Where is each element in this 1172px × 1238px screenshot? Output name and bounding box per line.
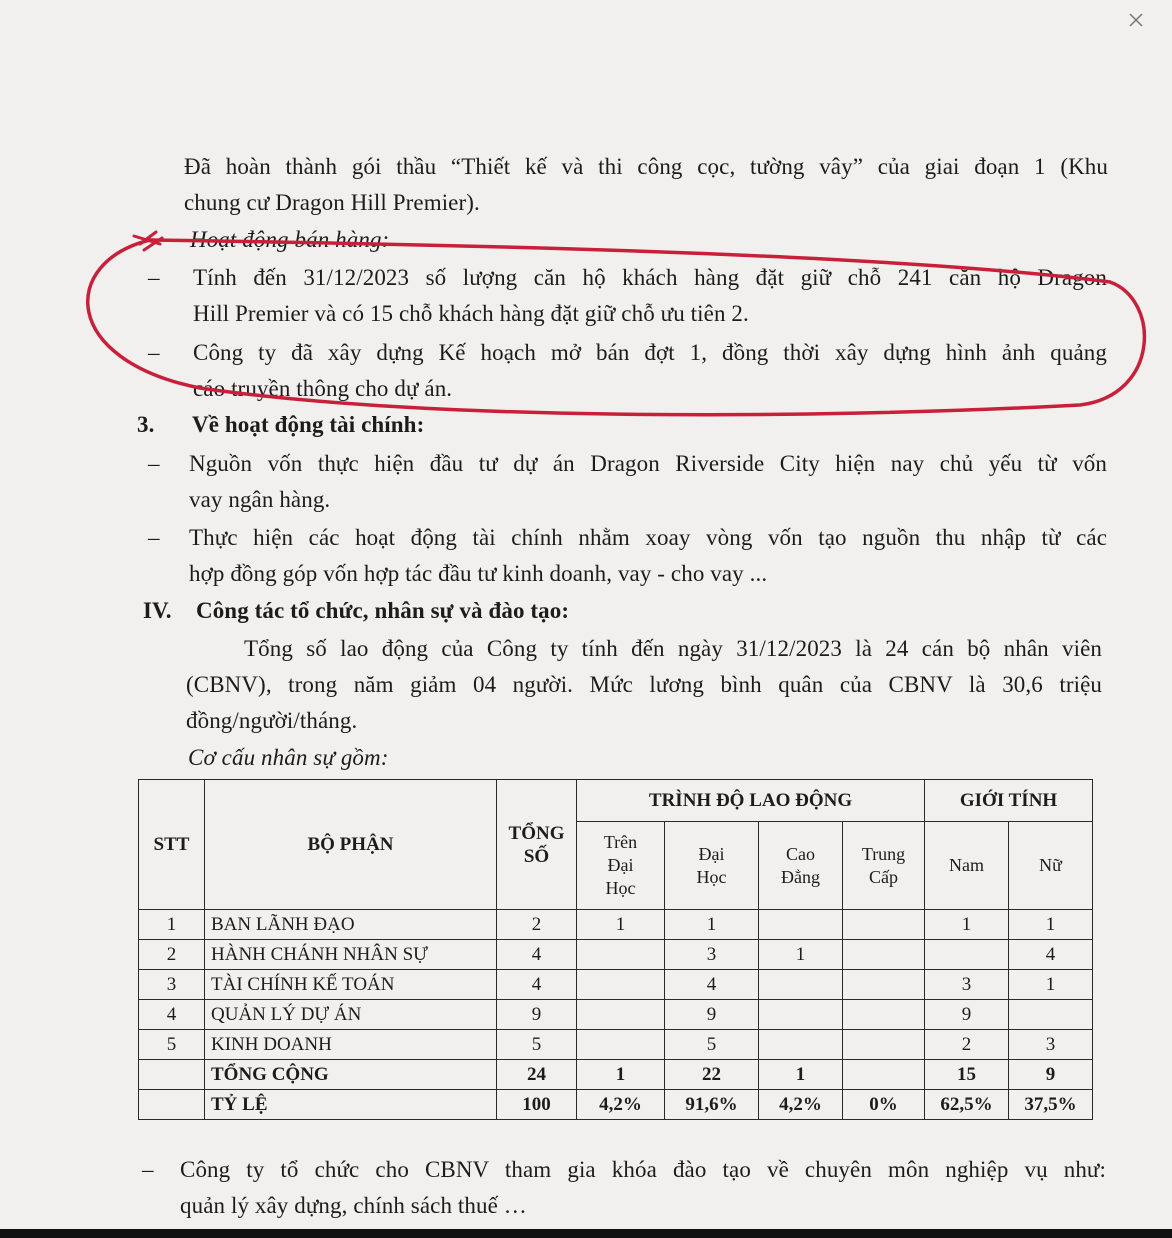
cell-total-label: TỔNG CỘNG [205,1060,497,1090]
cell-male: 1 [925,910,1009,940]
cell-university: 1 [665,910,759,940]
header-education-group: TRÌNH ĐỘ LAO ĐỘNG [577,780,925,822]
table-row [139,1030,1093,1060]
cell-above-university: 1 [577,1060,665,1090]
staff-structure-table [138,779,1093,1120]
cell-college [759,910,843,940]
cell-female: 4 [1009,940,1093,970]
header-university-line-1: Đại [698,843,725,864]
structure-label: Cơ cấu nhân sự gồm: [188,745,389,770]
table-row [139,940,1093,970]
table-row [139,1000,1093,1030]
cell-above-university: 1 [577,910,665,940]
cell-university: 9 [665,1000,759,1030]
list-bullet: – [142,1157,154,1182]
cell-total: 100 [497,1090,577,1120]
cell-stt: 3 [139,970,205,1000]
finance-number: 3. [137,412,155,437]
list-bullet: – [148,265,160,290]
header-vocational-line-1: Trung [861,843,906,864]
header-total-line-1: TỔNG [508,822,565,844]
sales-item-2-line-2: cáo truyền thông cho dự án. [193,376,453,401]
list-bullet: – [148,340,160,365]
training-line-2: quản lý xây dựng, chính sách thuế … [180,1193,527,1218]
header-university [665,822,759,910]
cell-above-university [577,1030,665,1060]
cell-female: 1 [1009,910,1093,940]
cell-university: 3 [665,940,759,970]
cell-department: HÀNH CHÁNH NHÂN SỰ [205,940,497,970]
intro-line-1: Đã hoàn thành gói thầu “Thiết kế và thi công cọc, tường vây” của giai đoạn 1 (Khu [184,154,1108,179]
table-ratio-row [139,1090,1093,1120]
sales-item-1-line-1: Tính đến 31/12/2023 số lượng căn hộ khách hàng đặt giữ chỗ 241 căn hộ Dragon [193,265,1107,290]
cell-male: 2 [925,1030,1009,1060]
finance-item-2-line-2: hợp đồng góp vốn hợp tác đầu tư kinh doanh, vay - cho vay ... [189,561,768,586]
cell-vocational [843,1000,925,1030]
cell-department: KINH DOANH [205,1030,497,1060]
sales-heading: Hoạt động bán hàng: [190,227,390,252]
intro-line-2: chung cư Dragon Hill Premier). [184,190,480,215]
cell-total: 24 [497,1060,577,1090]
finance-item-2-line-1: Thực hiện các hoạt động tài chính nhằm xoay vòng vốn tạo nguồn thu nhập từ các [189,525,1107,550]
header-stt: STT [139,780,205,910]
training-line-1: Công ty tổ chức cho CBNV tham gia khóa đào tạo về chuyên môn nghiệp vụ như: [180,1157,1106,1182]
header-university-line-2: Học [696,866,727,887]
cell-vocational [843,970,925,1000]
corner-cross-mark-icon [1128,12,1144,28]
cell-stt: 4 [139,1000,205,1030]
cell-ratio-label: TỶ LỆ [205,1090,497,1120]
organization-heading: Công tác tổ chức, nhân sự và đào tạo: [196,598,570,623]
cell-university: 22 [665,1060,759,1090]
cell-stt [139,1090,205,1120]
cell-vocational [843,940,925,970]
list-bullet: – [148,451,160,476]
cell-total: 9 [497,1000,577,1030]
cell-female: 37,5% [1009,1090,1093,1120]
header-department: BỘ PHẬN [205,780,497,910]
cell-female: 1 [1009,970,1093,1000]
cell-above-university [577,1000,665,1030]
cell-college: 1 [759,1060,843,1090]
cell-total: 4 [497,970,577,1000]
cell-stt: 1 [139,910,205,940]
finance-item-1-line-1: Nguồn vốn thực hiện đầu tư dự án Dragon Riverside City hiện nay chủ yếu từ vốn [189,451,1107,476]
cell-total: 4 [497,940,577,970]
cell-male: 15 [925,1060,1009,1090]
header-vocational-line-2: Cấp [869,866,899,887]
cell-college [759,1000,843,1030]
header-female: Nữ [1009,822,1093,910]
header-above-university-line-1: Trên [603,832,638,852]
table-row [139,910,1093,940]
cell-male: 62,5% [925,1090,1009,1120]
header-above-university-line-2: Đại [607,855,634,875]
cell-above-university [577,940,665,970]
cell-stt [139,1060,205,1090]
header-total [497,780,577,910]
cell-department: BAN LÃNH ĐẠO [205,910,497,940]
cell-male: 3 [925,970,1009,1000]
table-row [139,970,1093,1000]
cell-university: 5 [665,1030,759,1060]
header-college-line-1: Cao [786,843,815,864]
organization-number: IV. [143,598,172,623]
cell-male [925,940,1009,970]
cell-college: 1 [759,940,843,970]
organization-para-line-1: Tổng số lao động của Công ty tính đến ngày 31/12/2023 là 24 cán bộ nhân viên [244,636,1102,661]
header-male: Nam [925,822,1009,910]
screen-bottom-bar [0,1229,1172,1238]
cell-university: 4 [665,970,759,1000]
cell-female: 3 [1009,1030,1093,1060]
header-college [759,822,843,910]
cell-college: 4,2% [759,1090,843,1120]
sales-item-2-line-1: Công ty đã xây dựng Kế hoạch mở bán đợt 1, đồng thời xây dựng hình ảnh quảng [193,340,1107,365]
header-total-line-2: SỐ [523,845,550,867]
header-above-university-line-3: Học [605,878,636,898]
header-gender-group: GIỚI TÍNH [925,780,1093,822]
cell-university: 91,6% [665,1090,759,1120]
cell-vocational: 0% [843,1090,925,1120]
header-college-line-2: Đẳng [781,866,820,887]
cell-college [759,970,843,1000]
finance-heading: Về hoạt động tài chính: [192,412,425,437]
list-bullet: – [148,525,160,550]
header-vocational [843,822,925,910]
cell-department: QUẢN LÝ DỰ ÁN [205,1000,497,1030]
cell-department: TÀI CHÍNH KẾ TOÁN [205,970,497,1000]
cell-stt: 5 [139,1030,205,1060]
cell-female: 9 [1009,1060,1093,1090]
cell-college [759,1030,843,1060]
cell-stt: 2 [139,940,205,970]
cell-total: 5 [497,1030,577,1060]
organization-para-line-2: (CBNV), trong năm giảm 04 người. Mức lương bình quân của CBNV là 30,6 triệu [186,672,1102,697]
finance-item-1-line-2: vay ngân hàng. [189,487,331,512]
cell-total: 2 [497,910,577,940]
header-above-university [577,822,665,910]
cell-vocational [843,1030,925,1060]
cell-vocational [843,1060,925,1090]
cell-male: 9 [925,1000,1009,1030]
cell-vocational [843,910,925,940]
cell-female [1009,1000,1093,1030]
table-total-row [139,1060,1093,1090]
sales-item-1-line-2: Hill Premier và có 15 chỗ khách hàng đặt giữ chỗ ưu tiên 2. [193,301,749,326]
cell-above-university: 4,2% [577,1090,665,1120]
organization-para-line-3: đồng/người/tháng. [186,708,358,733]
cell-above-university [577,970,665,1000]
